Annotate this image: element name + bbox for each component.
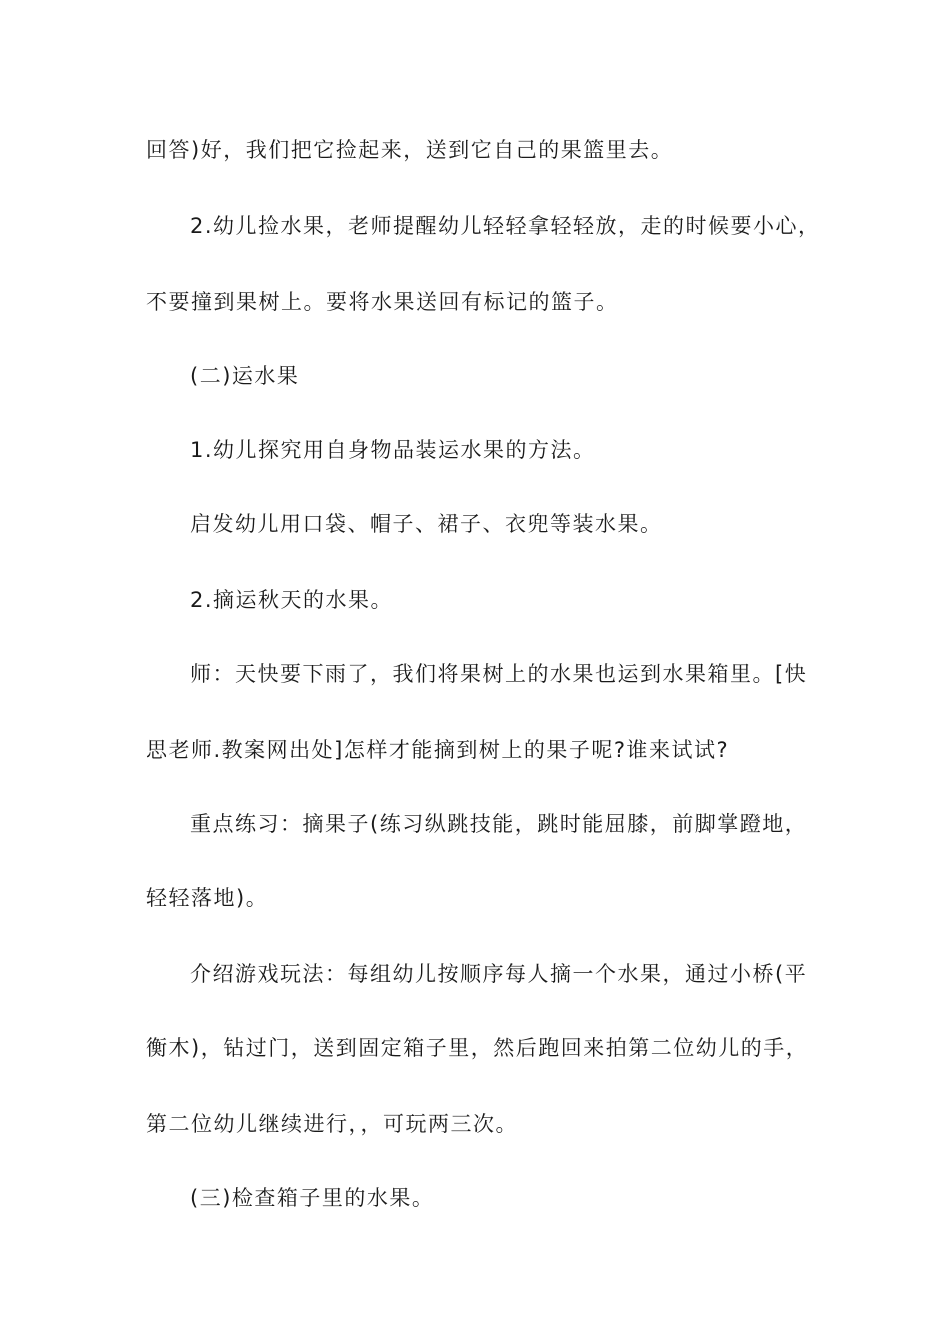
text-line: 回答)好，我们把它捡起来，送到它自己的果篮里去。 [146, 138, 674, 162]
section-heading: (二)运水果 [190, 364, 300, 388]
text-line: 师：天快要下雨了，我们将果树上的水果也运到水果箱里。[快 [190, 662, 808, 686]
text-line: 思老师.教案网出处]怎样才能摘到树上的果子呢?谁来试试? [146, 738, 730, 762]
text-line: 衡木)，钻过门，送到固定箱子里，然后跑回来拍第二位幼儿的手， [146, 1036, 809, 1060]
text-line: 1.幼儿探究用自身物品装运水果的方法。 [190, 438, 596, 462]
text-line: 2.摘运秋天的水果。 [190, 588, 394, 612]
text-line: 启发幼儿用口袋、帽子、裙子、衣兜等装水果。 [190, 512, 663, 536]
text-line: 重点练习：摘果子(练习纵跳技能，跳时能屈膝，前脚掌蹬地， [190, 812, 808, 836]
text-line: 不要撞到果树上。要将水果送回有标记的篮子。 [146, 290, 619, 314]
text-line: 介绍游戏玩法：每组幼儿按顺序每人摘一个水果，通过小桥(平 [190, 962, 808, 986]
text-line: 轻轻落地)。 [146, 886, 269, 910]
section-heading: (三)检查箱子里的水果。 [190, 1186, 435, 1210]
text-line: 第二位幼儿继续进行，，可玩两三次。 [146, 1112, 518, 1136]
text-line: 2.幼儿捡水果，老师提醒幼儿轻轻拿轻轻放，走的时候要小心， [190, 214, 821, 238]
